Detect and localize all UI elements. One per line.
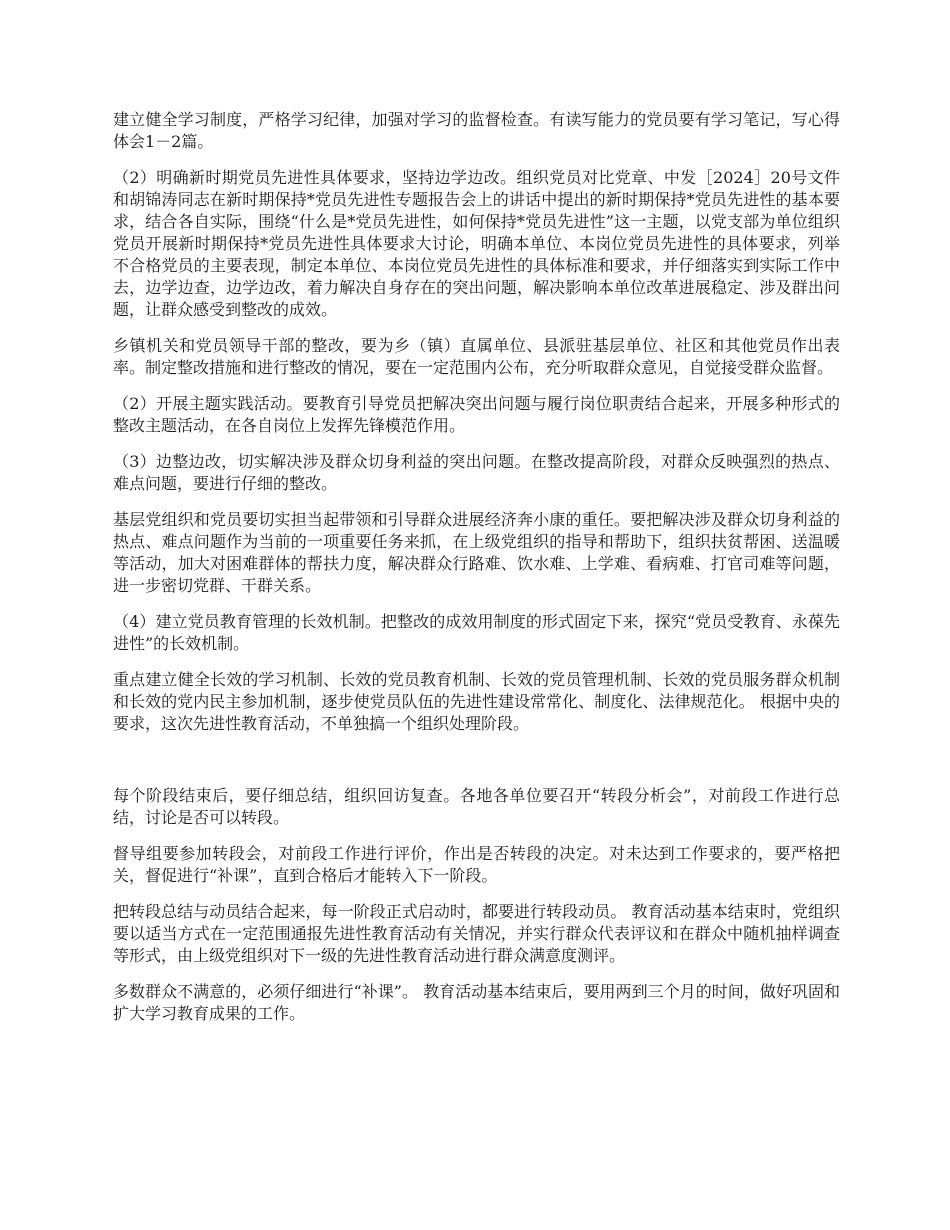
paragraph-long-term-mechanism: （4）建立党员教育管理的长效机制。把整改的成效用制度的形式固定下来，探究“党员受教育、永葆先进性”的长效机制。 bbox=[113, 612, 840, 653]
section-gap bbox=[113, 749, 840, 785]
paragraph-key-mechanisms: 重点建立健全长效的学习机制、长效的党员教育机制、长效的党员管理机制、长效的党员服务群众机制和长效的党内民主参加机制，逐步使党员队伍的先进性建设常常化、制度化、法律规范化。 根据中央的要求，这次先进性教育活动，不单独搞一个组织处理阶段。 bbox=[113, 670, 840, 733]
paragraph-study-system: 建立健全学习制度，严格学习纪律，加强对学习的监督检查。有读写能力的党员要有学习笔记，写心得体会1－2篇。 bbox=[113, 110, 840, 151]
paragraph-stage-mobilization: 把转段总结与动员结合起来，每一阶段正式启动时，都要进行转段动员。 教育活动基本结束时，党组织要以适当方式在一定范围通报先进性教育活动有关情况，并实行群众代表评议和在群众中随机抽样调查等形式，由上级党组织对下一级的先进性教育活动进行群众满意度测评。 bbox=[113, 902, 840, 965]
paragraph-grassroots-responsibility: 基层党组织和党员要切实担当起带领和引导群众进展经济奔小康的重任。要把解决涉及群众切身利益的热点、难点问题作为当前的一项重要任务来抓，在上级党组织的指导和帮助下，组织扶贫帮困、送温暖等活动，加大对困难群体的帮扶力度，解决群众行路难、饮水难、上学难、看病难、打官司难等问题，进一步密切党群、干群关系。 bbox=[113, 510, 840, 595]
paragraph-theme-activities: （2）开展主题实践活动。要教育引导党员把解决突出问题与履行岗位职责结合起来，开展多种形式的整改主题活动，在各自岗位上发挥先锋模范作用。 bbox=[113, 394, 840, 435]
document-page bbox=[113, 109, 840, 1039]
paragraph-township-rectification: 乡镇机关和党员领导干部的整改，要为乡（镇）直属单位、县派驻基层单位、社区和其他党员作出表率。制定整改措施和进行整改的情况，要在一定范围内公布，充分听取群众意见，自觉接受群众监督。 bbox=[113, 336, 840, 377]
paragraph-supervision-group: 督导组要参加转段会，对前段工作进行评价，作出是否转段的决定。对未达到工作要求的，要严格把关，督促进行“补课”，直到合格后才能转入下一阶段。 bbox=[113, 844, 840, 885]
paragraph-clarify-requirements: （2）明确新时期党员先进性具体要求，坚持边学边改。组织党员对比党章、中发［2024］20号文件和胡锦涛同志在新时期保持*党员先进性专题报告会上的讲话中提出的新时期保持*党员先进性的基本要求，结合各自实际，围绕“什么是*党员先进性，如何保持*党员先进性”这一主题，以党支部为单位组织党员开展新时期保持*党员先进性具体要求大讨论，明确本单位、本岗位党员先进性的具体要求，列举不合格党员的主要表现，制定本单位、本岗位党员先进性的具体标准和要求，并仔细落实到实际工作中去，边学边查，边学边改，着力解决自身存在的突出问题，解决影响本单位改革进展稳定、涉及群出问题，让群众感受到整改的成效。 bbox=[113, 168, 840, 319]
paragraph-stage-summary: 每个阶段结束后，要仔细总结，组织回访复查。各地各单位要召开“转段分析会”，对前段工作进行总结，讨论是否可以转段。 bbox=[113, 786, 840, 827]
paragraph-remedial-work: 多数群众不满意的，必须仔细进行“补课”。 教育活动基本结束后，要用两到三个月的时间，做好巩固和扩大学习教育成果的工作。 bbox=[113, 982, 840, 1023]
paragraph-rectify-while-reforming: （3）边整边改，切实解决涉及群众切身利益的突出问题。在整改提高阶段，对群众反映强烈的热点、难点问题，要进行仔细的整改。 bbox=[113, 452, 840, 493]
